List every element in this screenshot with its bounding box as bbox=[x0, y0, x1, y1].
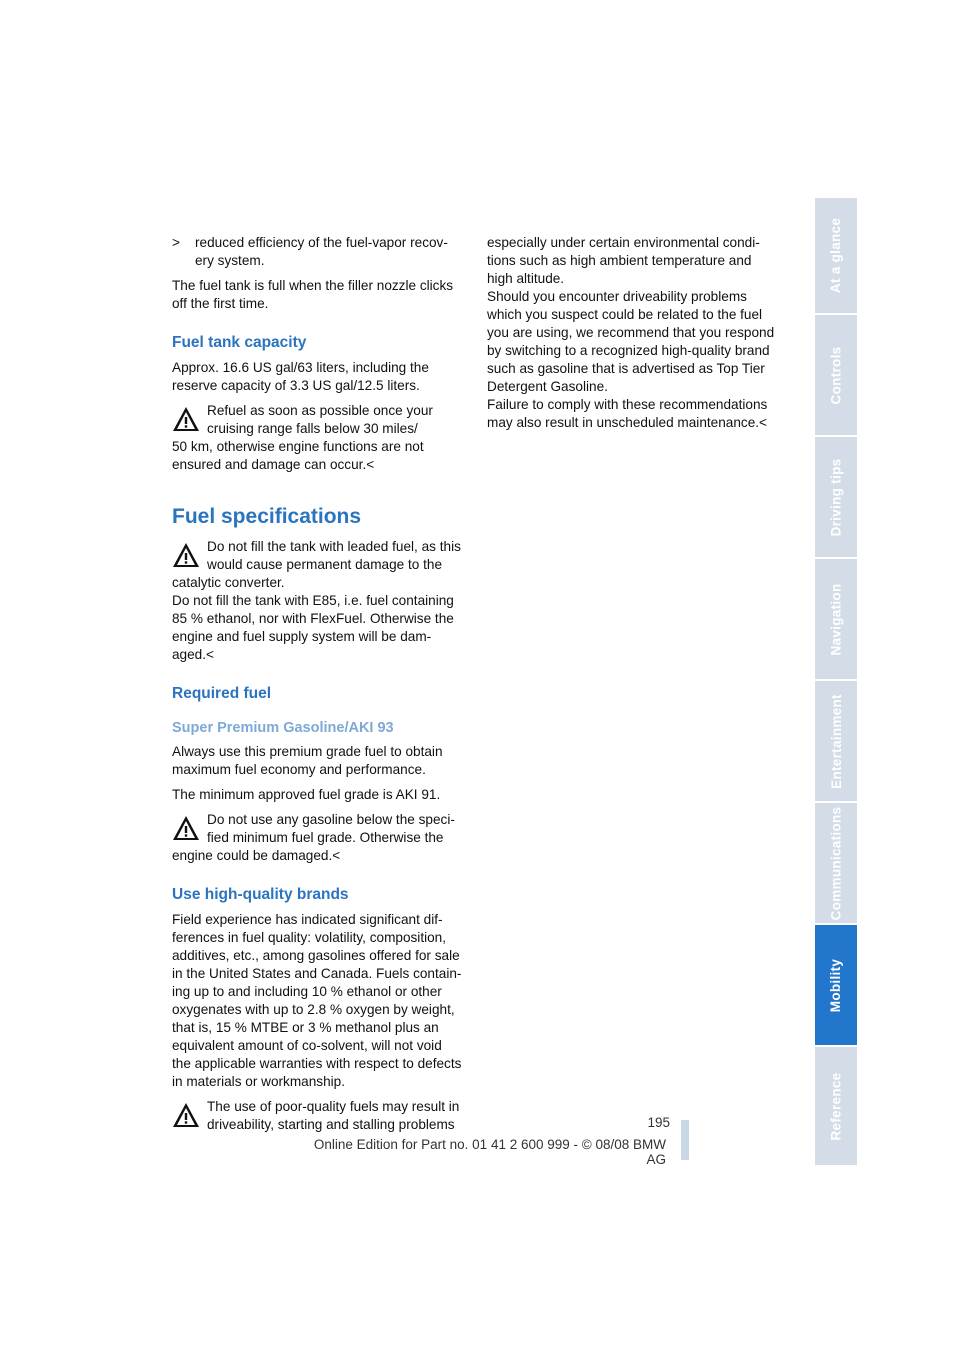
tab-label: Driving tips bbox=[828, 458, 844, 536]
warning-refuel-line-3 bbox=[172, 438, 464, 474]
end-mark: < bbox=[366, 457, 375, 472]
full-tank-text: The fuel tank is full when the filler nozzle clicks off the first time. bbox=[172, 278, 454, 311]
capacity-text: Approx. 16.6 US gal/63 liters, including the reserve capacity of 3.3 US gal/12.5 liters. bbox=[172, 360, 429, 393]
right-paragraph-3-text: Failure to comply with these recommendations may also result in unscheduled maintenance. bbox=[487, 397, 768, 430]
bullet-mark: > bbox=[172, 235, 180, 250]
warning-gasoline bbox=[172, 811, 464, 865]
warning-gasoline-text: engine could be damaged. bbox=[172, 848, 333, 863]
bullet-text: reduced efficiency of the fuel-vapor recov-ery system. bbox=[195, 235, 448, 268]
warning-e85-text: Do not fill the tank with E85, i.e. fuel containing 85 % ethanol, nor with FlexFuel. Otherwise the engine and fuel supply system will be dam-aged. bbox=[172, 593, 454, 662]
warning-triangle-icon bbox=[172, 542, 200, 568]
footer-text: Online Edition for Part no. 01 41 2 600 999 - © 08/08 BMW AG bbox=[313, 1137, 666, 1167]
warning-triangle-icon bbox=[172, 1102, 200, 1128]
right-paragraph-3 bbox=[487, 396, 779, 432]
tab-driving-tips[interactable] bbox=[815, 437, 857, 559]
warning-refuel-line-2: cruising range falls below 30 miles/ bbox=[207, 421, 418, 436]
left-column bbox=[172, 234, 464, 1134]
warning-triangle-icon bbox=[172, 815, 200, 841]
warning-gasoline-line-3 bbox=[172, 847, 464, 865]
heading-fuel-specifications: Fuel specifications bbox=[172, 505, 362, 528]
footer-bar bbox=[681, 1120, 689, 1160]
warning-triangle-icon bbox=[172, 406, 200, 432]
section-tabs bbox=[815, 198, 857, 1167]
heading-fuel-tank-capacity: Fuel tank capacity bbox=[172, 334, 307, 351]
warning-leaded-line-2: would cause permanent damage to the bbox=[207, 557, 443, 572]
tab-label: Mobility bbox=[828, 958, 844, 1012]
warning-poor-line-2: driveability, starting and stalling problems bbox=[207, 1117, 455, 1132]
warning-gasoline-line-1: Do not use any gasoline below the speci- bbox=[207, 812, 455, 827]
tab-label: At a glance bbox=[828, 217, 844, 294]
warning-refuel-text: 50 km, otherwise engine functions are not ensured and damage can occur. bbox=[172, 439, 424, 472]
brands-text: Field experience has indicated significant dif-ferences in fuel quality: volatility, composition, additives, etc., among gasolines offered for sale in the United States and Canada. Fuels contain-ing up to and including 10 % ethanol or other oxygenates with up to 2.8 % oxygen by weight, that is, 15 % MTBE or 3 % methanol plus an equivalent amount of co-solvent, will not void the applicable warranties with respect to defects in materials or workmanship. bbox=[172, 912, 462, 1089]
premium-text: Always use this premium grade fuel to obtain maximum fuel economy and performance. bbox=[172, 744, 443, 777]
warning-refuel bbox=[172, 402, 464, 474]
warning-poor-line-1: The use of poor-quality fuels may result in bbox=[207, 1099, 460, 1114]
right-paragraph-2: Should you encounter driveability problems which you suspect could be related to the fuel you are using, we recommend that you respond by switching to a recognized high-quality brand such as gasoline that is advertised as Top Tier Detergent Gasoline. bbox=[487, 289, 775, 394]
page-number: 195 bbox=[647, 1115, 670, 1130]
warning-leaded bbox=[172, 538, 464, 664]
end-mark: < bbox=[759, 415, 767, 430]
tab-label: Reference bbox=[828, 1072, 844, 1140]
tab-reference[interactable] bbox=[815, 1047, 857, 1167]
tab-label: Controls bbox=[828, 346, 844, 404]
warning-refuel-line-1: Refuel as soon as possible once your bbox=[207, 403, 433, 418]
heading-high-quality-brands: Use high-quality brands bbox=[172, 886, 349, 903]
end-mark: < bbox=[332, 848, 341, 863]
warning-poor-quality bbox=[172, 1098, 464, 1134]
min-grade-text: The minimum approved fuel grade is AKI 91. bbox=[172, 787, 441, 802]
tab-mobility[interactable] bbox=[815, 925, 857, 1047]
tab-entertainment[interactable] bbox=[815, 681, 857, 803]
tab-communications[interactable] bbox=[815, 803, 857, 925]
right-paragraph-1: especially under certain environmental condi-tions such as high ambient temperature and high altitude. bbox=[487, 235, 760, 286]
heading-super-premium: Super Premium Gasoline/AKI 93 bbox=[172, 720, 394, 736]
tab-label: Navigation bbox=[828, 582, 844, 656]
warning-leaded-line-3: catalytic converter. bbox=[172, 575, 285, 590]
warning-e85 bbox=[172, 592, 464, 664]
tab-label: Communications bbox=[828, 806, 844, 920]
heading-required-fuel: Required fuel bbox=[172, 685, 272, 702]
right-column bbox=[487, 234, 779, 432]
tab-navigation[interactable] bbox=[815, 559, 857, 681]
warning-gasoline-line-2: fied minimum fuel grade. Otherwise the bbox=[207, 830, 444, 845]
tab-at-a-glance[interactable] bbox=[815, 198, 857, 315]
bullet-item bbox=[172, 234, 464, 270]
warning-leaded-line-1: Do not fill the tank with leaded fuel, as this bbox=[207, 539, 461, 554]
end-mark: < bbox=[206, 647, 214, 662]
tab-label: Entertainment bbox=[828, 693, 844, 789]
tab-controls[interactable] bbox=[815, 315, 857, 437]
